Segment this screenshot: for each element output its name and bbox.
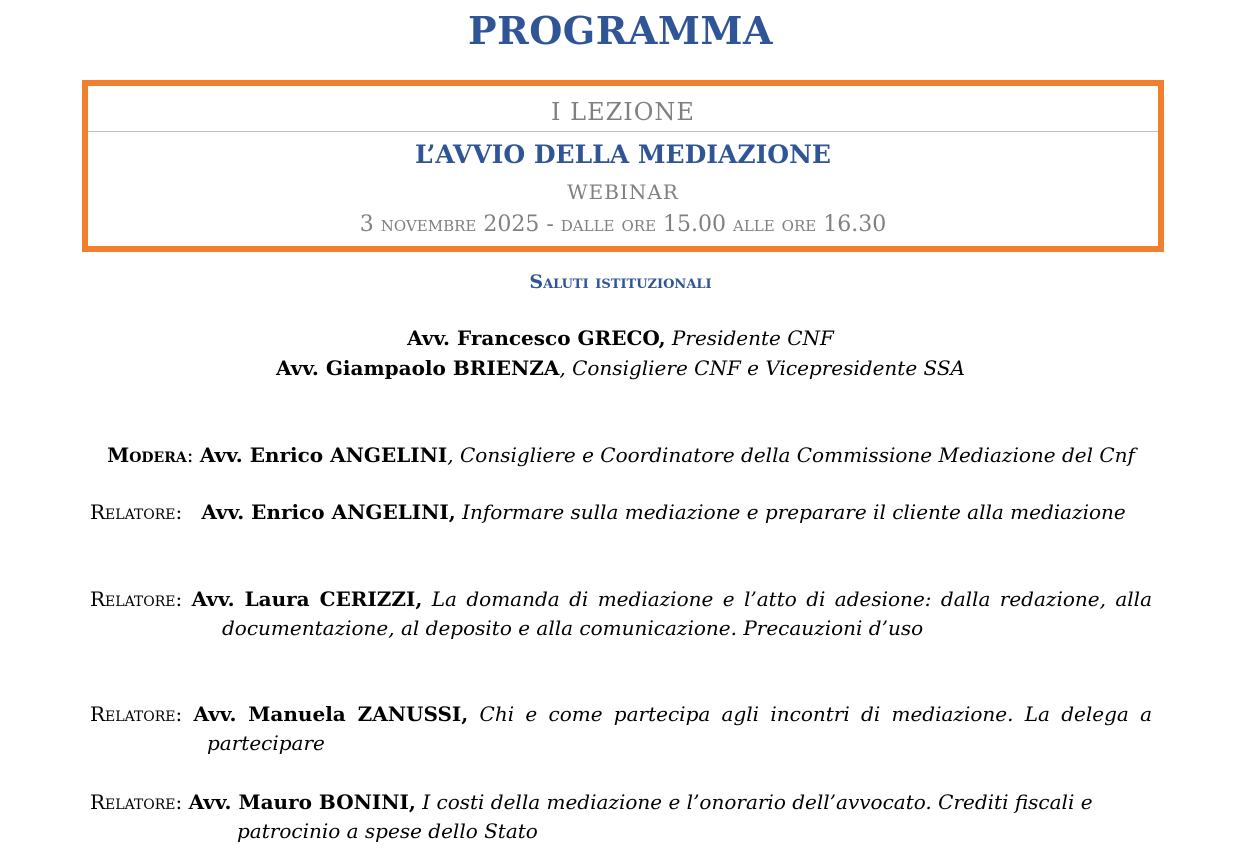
speaker-label: Relatore: xyxy=(90,587,183,611)
saluti-heading: Saluti istituzionali xyxy=(529,271,712,293)
speaker-name: Avv. Enrico ANGELINI, xyxy=(201,500,456,524)
speaker-topic: Informare sulla mediazione e preparare il cliente alla mediazione xyxy=(462,500,1126,524)
speaker-entry xyxy=(90,585,1152,643)
speaker-name: Avv. Mauro BONINI, xyxy=(188,790,416,814)
speaker-topic: Chi e come partecipa agli incontri di mediazione. La delega a partecipare xyxy=(207,702,1153,755)
speaker-entry xyxy=(90,498,1152,527)
lesson-topic: L’AVVIO DELLA MEDIAZIONE xyxy=(415,140,831,169)
moderator-colon: : xyxy=(186,443,200,467)
guest-name: Avv. Giampaolo BRIENZA xyxy=(275,356,560,380)
moderator-label: Modera xyxy=(107,443,187,467)
guest-role: , Consigliere CNF e Vicepresidente SSA xyxy=(559,356,966,380)
guest-role: Presidente CNF xyxy=(665,326,834,350)
guest-name: Avv. Francesco GRECO, xyxy=(407,326,666,350)
speaker-label: Relatore: xyxy=(90,702,183,726)
speaker-topic: I costi della mediazione e l’onorario dell’avvocato. Crediti fiscali e patrocinio a spese dello Stato xyxy=(237,790,1093,843)
moderator-role: , Consigliere e Coordinatore della Commissione Mediazione del Cnf xyxy=(447,443,1135,467)
lesson-date: 3 novembre 2025 - dalle ore 15.00 alle ore 16.30 xyxy=(359,212,887,237)
moderator-name: Avv. Enrico ANGELINI xyxy=(199,443,448,467)
speaker-entry xyxy=(90,700,1152,758)
lesson-number: I LEZIONE xyxy=(551,98,695,126)
speaker-name: Avv. Manuela ZANUSSI, xyxy=(193,702,469,726)
speaker-topic: La domanda di mediazione e l’atto di adesione: dalla redazione, alla documentazione, al deposito e alla comunicazione. Precauzioni d’uso xyxy=(222,587,1153,640)
lesson-box xyxy=(82,80,1164,252)
guest-line xyxy=(0,356,1241,380)
speaker-entry xyxy=(90,788,1152,846)
box-divider xyxy=(88,131,1158,132)
guest-line xyxy=(0,326,1241,350)
lesson-format: WEBINAR xyxy=(567,180,679,204)
page-title: PROGRAMMA xyxy=(468,8,773,53)
moderator-line xyxy=(90,441,1152,470)
speaker-label: Relatore: xyxy=(90,500,183,524)
speaker-label: Relatore: xyxy=(90,790,183,814)
speaker-name: Avv. Laura CERIZZI, xyxy=(191,587,423,611)
